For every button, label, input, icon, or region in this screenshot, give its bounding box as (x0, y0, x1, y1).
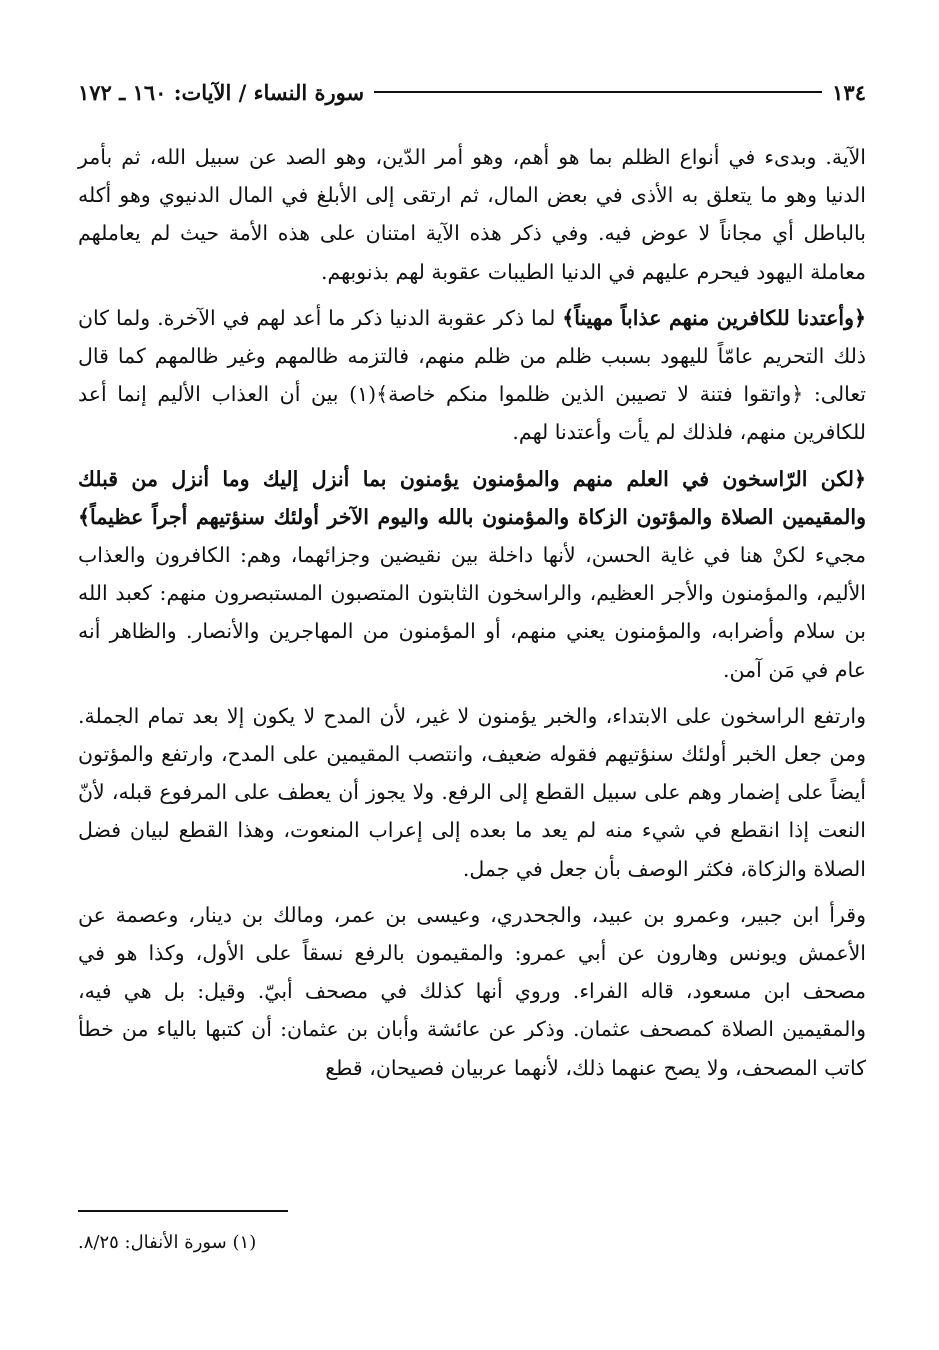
quran-verse: ﴿لكن الرّاسخون في العلم منهم والمؤمنون يؤمنون بما أنزل إليك وما أنزل من قبلك والمقيمين الصلاة والمؤتون الزكاة والمؤمنون بالله واليوم الآخر أولئك سنؤتيهم أجراً عظيماً﴾ (78, 466, 866, 529)
header-rule (374, 91, 822, 93)
body-text (78, 138, 866, 1087)
page-number: ١٣٤ (832, 79, 866, 105)
paragraph-text: لما ذكر عقوبة الدنيا ذكر ما أعد لهم في الآخرة. ولما كان ذلك التحريم عامّاً لليهود بسبب ظلم من ظلم منهم، فالتزمه ظالمهم وغير ظالمهم كما قال تعالى: ﴿واتقوا فتنة لا تصيبن الذين ظلموا منكم خاصة﴾(١) بين أن العذاب الأليم إنما أعد للكافرين منهم، فلذلك لم يأت وأعتدنا لهم. (78, 305, 866, 445)
page (78, 72, 866, 1095)
paragraph (78, 697, 866, 888)
paragraph-text: وارتفع الراسخون على الابتداء، والخبر يؤمنون لا غير، لأن المدح لا يكون إلا بعد تمام الجملة. ومن جعل الخبر أولئك سنؤتيهم فقوله ضعيف، وانتصب المقيمين على المدح، وارتفع والمؤتون أيضاً على إضمار وهم على سبيل القطع إلى الرفع. ولا يجوز أن يعطف على المرفوع قبله، لأنّ النعت إذا انقطع في شيء منه لم يعد ما بعده إلى إعراب المنعوت، وهذا القطع لبيان فضل الصلاة والزكاة، فكثر الوصف بأن جعل في جمل. (78, 703, 866, 881)
running-header (78, 72, 866, 112)
surah-title: سورة النساء / الآيات: ١٦٠ ـ ١٧٢ (78, 79, 365, 105)
paragraph (78, 460, 866, 689)
paragraph (78, 896, 866, 1087)
quran-verse: ﴿وأعتدنا للكافرين منهم عذاباً مهيناً﴾ (562, 305, 866, 330)
paragraph (78, 299, 866, 452)
paragraph-text: وقرأ ابن جبير، وعمرو بن عبيد، والجحدري، وعيسى بن عمر، ومالك بن دينار، وعصمة عن الأعمش ويونس وهارون عن أبي عمرو: والمقيمون بالرفع نسقاً على الأول، وكذا هو في مصحف ابن مسعود، قاله الفراء. وروي أنها كذلك في مصحف أبيّ. وقيل: بل هي فيه، والمقيمين الصلاة كمصحف عثمان. وذكر عن عائشة وأبان بن عثمان: أن كتبها بالياء من خطأ كاتب المصحف، ولا يصح عنهما ذلك، لأنهما عربيان فصيحان، قطع (78, 902, 866, 1080)
paragraph-text: مجيء لكنْ هنا في غاية الحسن، لأنها داخلة بين نقيضين وجزائهما، وهم: الكافرون والعذاب الأليم، والمؤمنون والأجر العظيم، والراسخون الثابتون المتصبون المستبصرون منهم: كعبد الله بن سلام وأضرابه، والمؤمنون يعني منهم، أو المؤمنون من المهاجرين والأنصار. والظاهر أنه عام في مَن آمن. (78, 543, 866, 682)
paragraph (78, 138, 866, 291)
footnote: (١) سورة الأنفال: ٨/٢٥. (78, 1232, 257, 1253)
paragraph-text: الآية. وبدىء في أنواع الظلم بما هو أهم، وهو أمر الدّين، وهو الصد عن سبيل الله، ثم بأمر الدنيا وهو ما يتعلق به الأذى في بعض المال، ثم ارتقى إلى الأبلغ في المال الدنيوي وهو أكله بالباطل أي مجاناً لا عوض فيه. وفي ذكر هذه الآية امتنان على هذه الأمة حيث لم يعاملهم معاملة اليهود فيحرم عليهم في الدنيا الطيبات عقوبة لهم بذنوبهم. (78, 145, 866, 284)
footnote-rule (78, 1210, 288, 1212)
